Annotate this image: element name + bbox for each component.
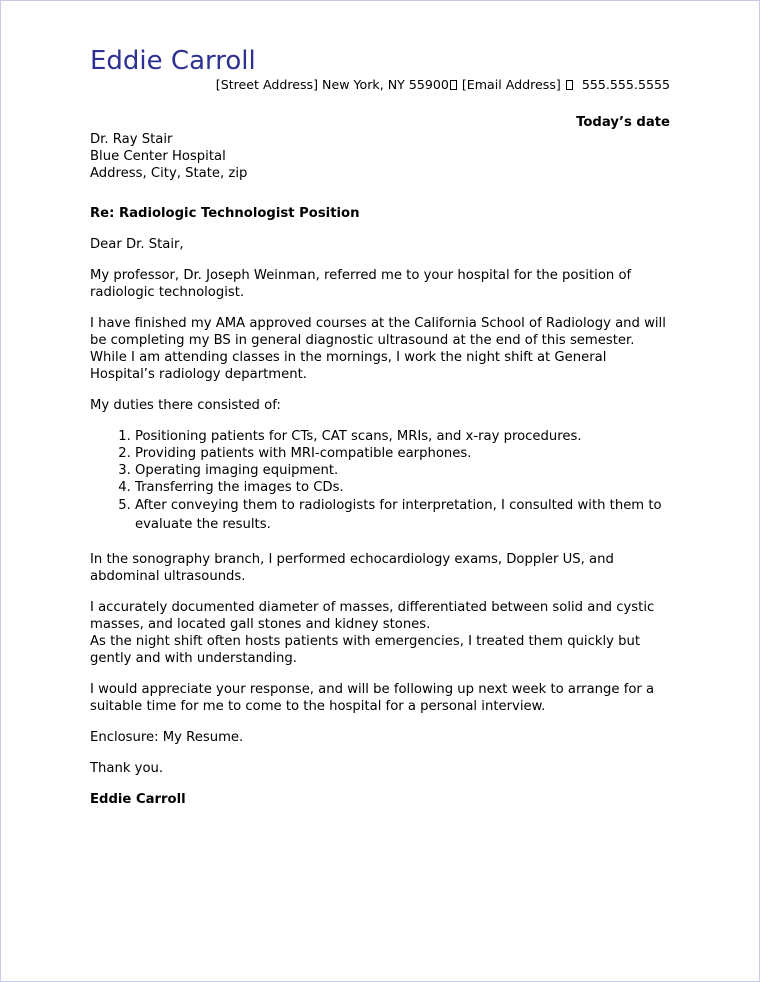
list-item: 3. Operating imaging equipment. xyxy=(135,462,670,479)
thanks-line: Thank you. xyxy=(90,761,164,776)
paragraph-masses: I accurately documented diameter of masses, differentiated between solid and cystic masses, and located gall stones and kidney stones. xyxy=(90,600,655,632)
letter-date: Today’s date xyxy=(576,115,670,130)
recipient-name: Dr. Ray Stair xyxy=(90,132,173,147)
paragraph-duties-intro: My duties there consisted of: xyxy=(90,398,281,413)
subject-line: Re: Radiologic Technologist Position xyxy=(90,206,360,221)
separator-box-icon xyxy=(450,80,457,90)
letter-body xyxy=(90,44,670,808)
list-item: 4. Transferring the images to CDs. xyxy=(135,479,670,496)
paragraph-closing: I would appreciate your response, and will be following up next week to arrange for a suitable time for me to come to the hospital for a personal interview. xyxy=(90,682,655,714)
list-item: 5. After conveying them to radiologists for interpretation, I consulted with them to evaluate the results. xyxy=(135,496,670,534)
sender-name: Eddie Carroll xyxy=(90,46,256,76)
paragraph-night-shift: As the night shift often hosts patients with emergencies, I treated them quickly but gently and with understanding. xyxy=(90,634,641,666)
salutation: Dear Dr. Stair, xyxy=(90,237,184,252)
phone-number: 555.555.5555 xyxy=(581,77,670,92)
enclosure-line: Enclosure: My Resume. xyxy=(90,730,244,745)
paragraph-sonography: In the sonography branch, I performed echocardiology exams, Doppler US, and abdominal ultrasounds. xyxy=(90,552,614,584)
paragraph-education: I have finished my AMA approved courses at the California School of Radiology and will be completing my BS in general diagnostic ultrasound at the end of this semester. While I am attending classes in the mornings, I work the night shift at General Hospital’s radiology department. xyxy=(90,316,666,382)
recipient-block xyxy=(90,131,670,182)
separator-box-icon xyxy=(566,80,573,90)
street-address: [Street Address] New York, NY 55900 xyxy=(215,77,449,92)
recipient-organization: Blue Center Hospital xyxy=(90,149,226,164)
signature-name: Eddie Carroll xyxy=(90,792,186,807)
contact-info xyxy=(90,77,670,93)
list-item: 1. Positioning patients for CTs, CAT scans, MRIs, and x-ray procedures. xyxy=(135,428,670,445)
email-address: [Email Address] xyxy=(461,77,561,92)
list-item: 2. Providing patients with MRI-compatible earphones. xyxy=(135,445,670,462)
duties-list xyxy=(90,428,670,534)
paragraph-intro: My professor, Dr. Joseph Weinman, referred me to your hospital for the position of radiologic technologist. xyxy=(90,268,632,300)
recipient-address: Address, City, State, zip xyxy=(90,166,248,181)
